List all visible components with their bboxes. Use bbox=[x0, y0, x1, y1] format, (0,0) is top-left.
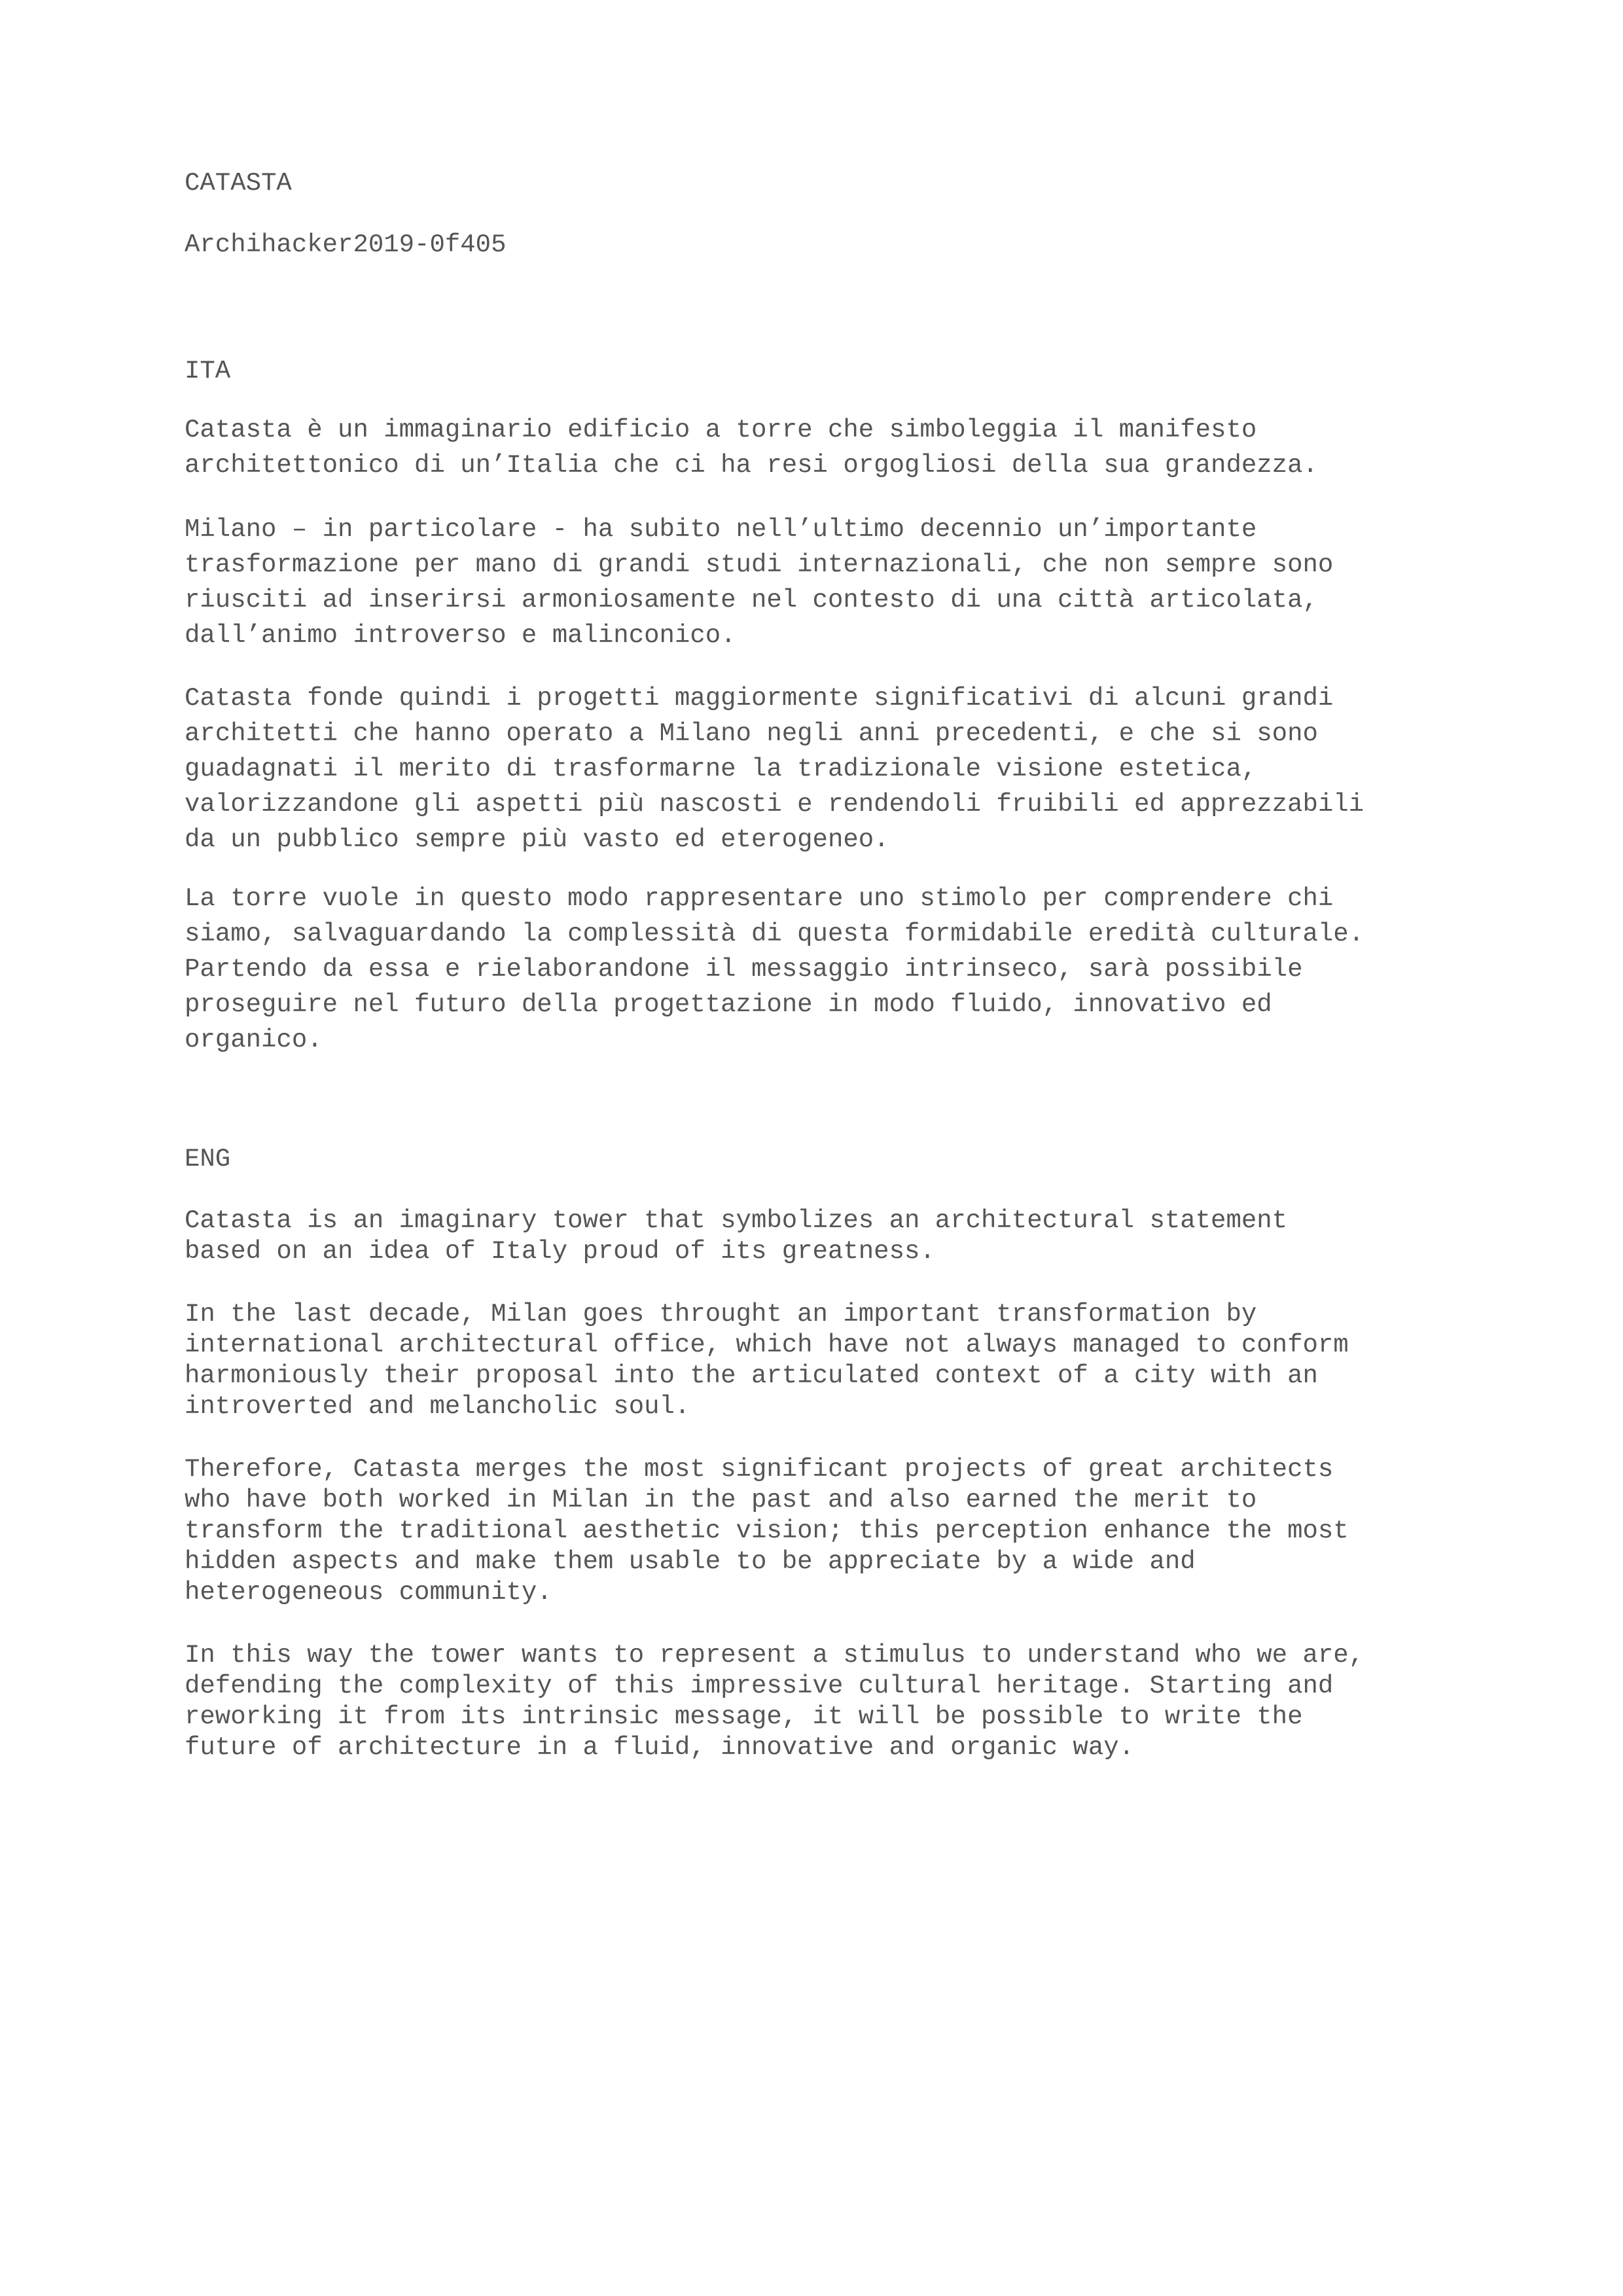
paragraph-line: Milano – in particolare - ha subito nell’ultimo decennio un’importante bbox=[185, 515, 1257, 544]
paragraph-line: Partendo da essa e rielaborandone il messaggio intrinseco, sarà possibile bbox=[185, 955, 1303, 984]
paragraph-line: trasformazione per mano di grandi studi internazionali, che non sempre sono bbox=[185, 550, 1334, 579]
section-heading-eng: ENG bbox=[185, 1145, 231, 1174]
paragraph-line: harmoniously their proposal into the articulated context of a city with an bbox=[185, 1361, 1318, 1390]
paragraph-line: In the last decade, Milan goes throught an important transformation by bbox=[185, 1300, 1257, 1329]
paragraph-line: Catasta is an imaginary tower that symbolizes an architectural statement bbox=[185, 1206, 1288, 1235]
paragraph-line: architetti che hanno operato a Milano negli anni precedenti, e che si sono bbox=[185, 719, 1318, 748]
paragraph-line: In this way the tower wants to represent a stimulus to understand who we are, bbox=[185, 1641, 1364, 1670]
paragraph-line: based on an idea of Italy proud of its greatness. bbox=[185, 1237, 935, 1266]
section-heading-ita: ITA bbox=[185, 357, 231, 386]
paragraph-line: organico. bbox=[185, 1026, 323, 1054]
document-title: CATASTA bbox=[185, 169, 292, 198]
document-code: Archihacker2019-0f405 bbox=[185, 230, 507, 259]
paragraph-line: Therefore, Catasta merges the most significant projects of great architects bbox=[185, 1455, 1334, 1484]
paragraph-line: future of architecture in a fluid, innovative and organic way. bbox=[185, 1733, 1135, 1762]
paragraph-line: international architectural office, which have not always managed to conform bbox=[185, 1331, 1349, 1359]
paragraph-line: valorizzandone gli aspetti più nascosti e rendendoli fruibili ed apprezzabili bbox=[185, 790, 1364, 819]
paragraph-line: La torre vuole in questo modo rappresentare uno stimolo per comprendere chi bbox=[185, 884, 1334, 913]
paragraph-line: Catasta fonde quindi i progetti maggiormente significativi di alcuni grandi bbox=[185, 684, 1334, 713]
paragraph-line: reworking it from its intrinsic message, it will be possible to write the bbox=[185, 1702, 1303, 1731]
paragraph-line: dall’animo introverso e malinconico. bbox=[185, 621, 736, 650]
paragraph-line: riusciti ad inserirsi armoniosamente nel contesto di una città articolata, bbox=[185, 586, 1318, 615]
paragraph-line: proseguire nel futuro della progettazione in modo fluido, innovativo ed bbox=[185, 990, 1272, 1019]
paragraph-line: introverted and melancholic soul. bbox=[185, 1392, 690, 1421]
paragraph-line: heterogeneous community. bbox=[185, 1578, 552, 1607]
paragraph-line: siamo, salvaguardando la complessità di questa formidabile eredità culturale. bbox=[185, 920, 1364, 948]
paragraph-line: defending the complexity of this impressive cultural heritage. Starting and bbox=[185, 1672, 1334, 1700]
paragraph-line: transform the traditional aesthetic vision; this perception enhance the most bbox=[185, 1516, 1349, 1545]
paragraph-line: who have both worked in Milan in the past and also earned the merit to bbox=[185, 1486, 1257, 1515]
paragraph-line: architettonico di un’Italia che ci ha resi orgogliosi della sua grandezza. bbox=[185, 451, 1318, 480]
paragraph-line: hidden aspects and make them usable to be appreciate by a wide and bbox=[185, 1547, 1196, 1576]
paragraph-line: Catasta è un immaginario edificio a torre che simboleggia il manifesto bbox=[185, 416, 1257, 444]
paragraph-line: guadagnati il merito di trasformarne la tradizionale visione estetica, bbox=[185, 755, 1257, 783]
paragraph-line: da un pubblico sempre più vasto ed eterogeneo. bbox=[185, 825, 889, 854]
